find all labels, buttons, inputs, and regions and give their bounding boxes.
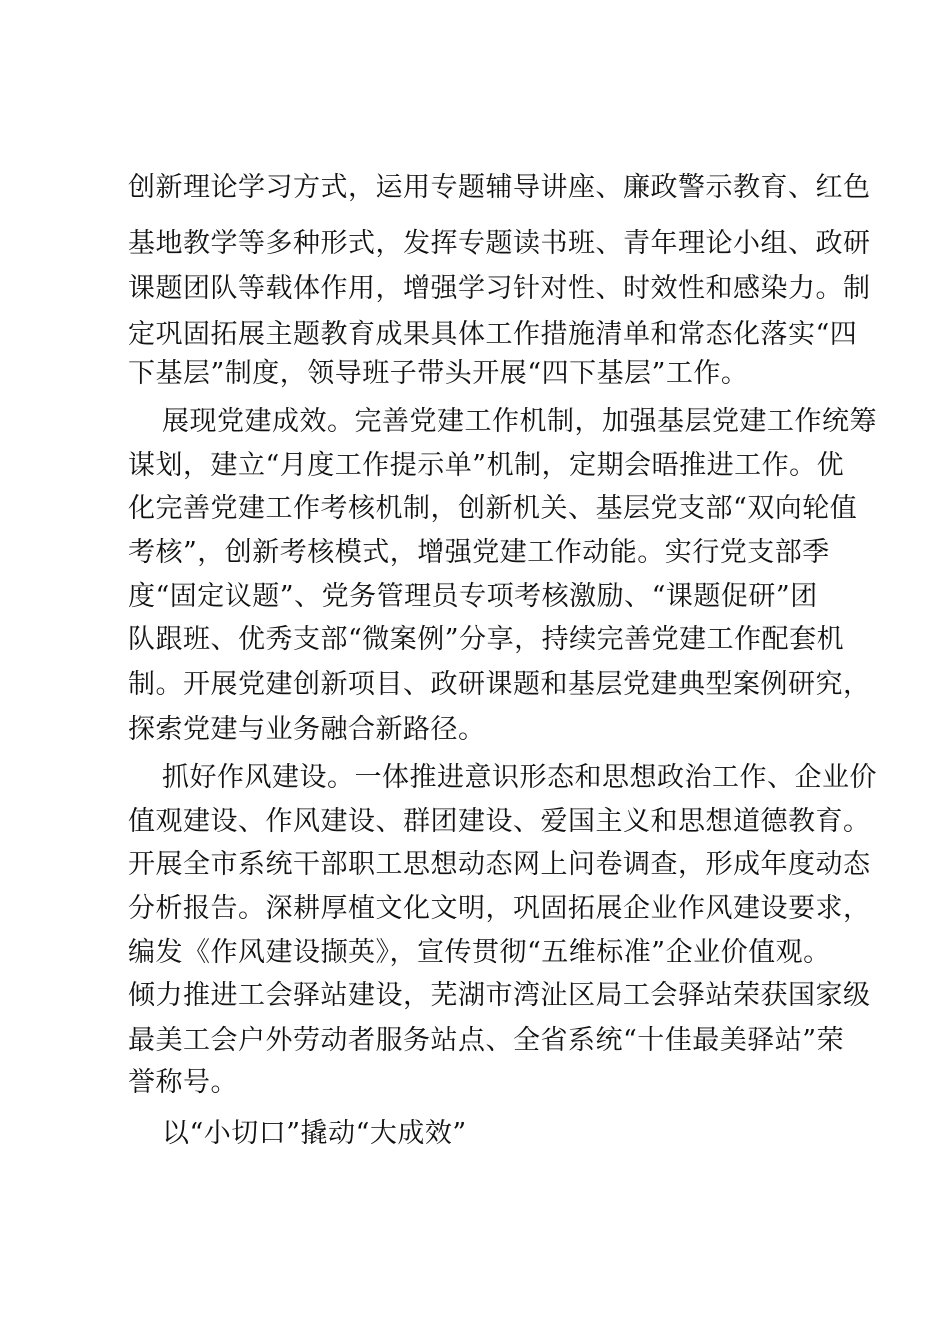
text-line: 课题团队等载体作用，增强学习针对性、时效性和感染力。制 [128,273,871,304]
text-line: 基地教学等多种形式，发挥专题读书班、青年理论小组、政研 [128,228,871,259]
text-line: 最美工会户外劳动者服务站点、全省系统“十佳最美驿站”荣 [128,1025,845,1056]
text-line: 谋划，建立“月度工作提示单”机制，定期会晤推进工作。优 [128,450,845,481]
text-line: 队跟班、优秀支部“微案例”分享，持续完善党建工作配套机 [128,624,845,655]
text-line: 化完善党建工作考核机制，创新机关、基层党支部“双向轮值 [128,493,858,524]
text-line: 创新理论学习方式，运用专题辅导讲座、廉政警示教育、红色 [128,172,871,203]
text-line: 值观建设、作风建设、群团建设、爱国主义和思想道德教育。 [128,806,871,837]
paragraph-heading-line: 抓好作风建设。一体推进意识形态和思想政治工作、企业价 [162,762,877,793]
text-line: 编发《作风建设撷英》，宣传贯彻“五维标准”企业价值观。 [128,937,831,968]
text-line: 制。开展党建创新项目、政研课题和基层党建典型案例研究， [128,669,871,700]
text-line: 度“固定议题”、党务管理员专项考核激励、“课题促研”团 [128,581,818,612]
text-line: 誉称号。 [128,1067,238,1098]
text-line: 倾力推进工会驿站建设，芜湖市湾沚区局工会驿站荣获国家级 [128,980,871,1011]
text-line: 开展全市系统干部职工思想动态网上问卷调查，形成年度动态 [128,849,871,880]
text-line: 定巩固拓展主题教育成果具体工作措施清单和常态化落实“四 [128,319,858,350]
section-heading: 以“小切口”撬动“大成效” [162,1118,467,1149]
text-line: 分析报告。深耕厚植文化文明，巩固拓展企业作风建设要求， [128,893,871,924]
text-line: 探索党建与业务融合新路径。 [128,714,486,745]
text-line: 考核”，创新考核模式，增强党建工作动能。实行党支部季 [128,537,830,568]
text-line: 下基层”制度，领导班子带头开展“四下基层”工作。 [128,358,749,389]
paragraph-heading-line: 展现党建成效。完善党建工作机制，加强基层党建工作统筹 [162,406,877,437]
